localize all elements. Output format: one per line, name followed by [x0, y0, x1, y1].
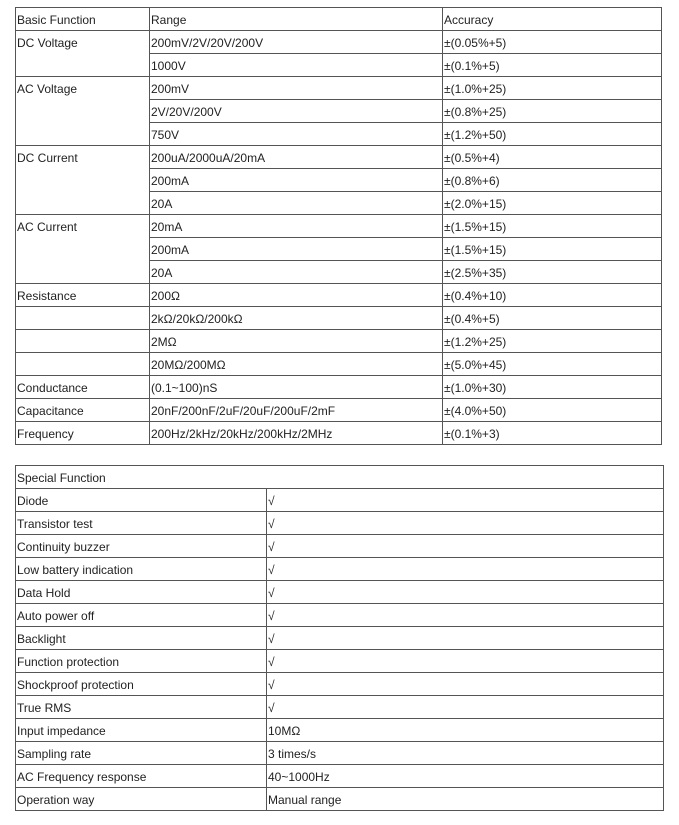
table-row: [16, 627, 664, 650]
accuracy-cell: ±(0.8%+6): [443, 169, 662, 192]
value-cell: Manual range: [267, 788, 664, 811]
function-cell: [16, 330, 150, 353]
feature-cell: Backlight: [16, 627, 267, 650]
feature-cell: Transistor test: [16, 512, 267, 535]
table-header-row: [16, 8, 662, 31]
feature-cell: Sampling rate: [16, 742, 267, 765]
function-cell: Conductance: [16, 376, 150, 399]
function-cell: AC Current: [16, 215, 150, 284]
function-cell: DC Current: [16, 146, 150, 215]
feature-cell: Input impedance: [16, 719, 267, 742]
table-row: [16, 146, 662, 169]
range-cell: 200uA/2000uA/20mA: [150, 146, 443, 169]
header-basic-function: Basic Function: [16, 8, 150, 31]
value-cell: √: [267, 673, 664, 696]
accuracy-cell: ±(5.0%+45): [443, 353, 662, 376]
table-row: [16, 673, 664, 696]
range-cell: 200mV: [150, 77, 443, 100]
accuracy-cell: ±(1.2%+50): [443, 123, 662, 146]
value-cell: √: [267, 535, 664, 558]
feature-cell: Shockproof protection: [16, 673, 267, 696]
value-cell: √: [267, 558, 664, 581]
value-cell: √: [267, 604, 664, 627]
value-cell: √: [267, 512, 664, 535]
accuracy-cell: ±(1.0%+30): [443, 376, 662, 399]
feature-cell: Operation way: [16, 788, 267, 811]
table-row: [16, 77, 662, 100]
accuracy-cell: ±(0.4%+10): [443, 284, 662, 307]
header-special-function: Special Function: [16, 466, 664, 489]
feature-cell: Data Hold: [16, 581, 267, 604]
accuracy-cell: ±(1.5%+15): [443, 215, 662, 238]
table-row: [16, 284, 662, 307]
table-row: [16, 696, 664, 719]
range-cell: 200mA: [150, 238, 443, 261]
range-cell: 200Ω: [150, 284, 443, 307]
value-cell: √: [267, 581, 664, 604]
function-cell: Capacitance: [16, 399, 150, 422]
value-cell: 40~1000Hz: [267, 765, 664, 788]
feature-cell: Auto power off: [16, 604, 267, 627]
table-row: [16, 650, 664, 673]
table-row: [16, 788, 664, 811]
accuracy-cell: ±(4.0%+50): [443, 399, 662, 422]
range-cell: 750V: [150, 123, 443, 146]
accuracy-cell: ±(0.05%+5): [443, 31, 662, 54]
value-cell: √: [267, 650, 664, 673]
table-row: [16, 742, 664, 765]
accuracy-cell: ±(1.2%+25): [443, 330, 662, 353]
table-header-row: [16, 466, 664, 489]
table-row: [16, 719, 664, 742]
range-cell: 2kΩ/20kΩ/200kΩ: [150, 307, 443, 330]
range-cell: 200Hz/2kHz/20kHz/200kHz/2MHz: [150, 422, 443, 445]
feature-cell: Continuity buzzer: [16, 535, 267, 558]
function-cell: [16, 353, 150, 376]
basic-function-table: [15, 7, 662, 445]
accuracy-cell: ±(0.4%+5): [443, 307, 662, 330]
range-cell: 2MΩ: [150, 330, 443, 353]
value-cell: 3 times/s: [267, 742, 664, 765]
function-cell: Resistance: [16, 284, 150, 307]
table-row: [16, 765, 664, 788]
range-cell: 20mA: [150, 215, 443, 238]
table-row: [16, 307, 662, 330]
accuracy-cell: ±(0.1%+5): [443, 54, 662, 77]
accuracy-cell: ±(2.0%+15): [443, 192, 662, 215]
table-row: [16, 512, 664, 535]
table-row: [16, 535, 664, 558]
table-row: [16, 330, 662, 353]
function-cell: AC Voltage: [16, 77, 150, 146]
function-cell: [16, 307, 150, 330]
range-cell: 2V/20V/200V: [150, 100, 443, 123]
table-row: [16, 489, 664, 512]
range-cell: 1000V: [150, 54, 443, 77]
table-row: [16, 604, 664, 627]
range-cell: 20nF/200nF/2uF/20uF/200uF/2mF: [150, 399, 443, 422]
value-cell: √: [267, 489, 664, 512]
feature-cell: Function protection: [16, 650, 267, 673]
range-cell: 20A: [150, 192, 443, 215]
header-range: Range: [150, 8, 443, 31]
table-row: [16, 581, 664, 604]
function-cell: DC Voltage: [16, 31, 150, 77]
table-row: [16, 353, 662, 376]
table-row: [16, 376, 662, 399]
accuracy-cell: ±(0.5%+4): [443, 146, 662, 169]
special-function-table: [15, 465, 664, 811]
feature-cell: True RMS: [16, 696, 267, 719]
table-row: [16, 215, 662, 238]
value-cell: 10MΩ: [267, 719, 664, 742]
function-cell: Frequency: [16, 422, 150, 445]
value-cell: √: [267, 627, 664, 650]
table-row: [16, 558, 664, 581]
range-cell: 20A: [150, 261, 443, 284]
range-cell: 20MΩ/200MΩ: [150, 353, 443, 376]
range-cell: (0.1~100)nS: [150, 376, 443, 399]
table-row: [16, 399, 662, 422]
table-row: [16, 31, 662, 54]
value-cell: √: [267, 696, 664, 719]
accuracy-cell: ±(2.5%+35): [443, 261, 662, 284]
table-row: [16, 422, 662, 445]
accuracy-cell: ±(1.0%+25): [443, 77, 662, 100]
accuracy-cell: ±(1.5%+15): [443, 238, 662, 261]
range-cell: 200mA: [150, 169, 443, 192]
feature-cell: Low battery indication: [16, 558, 267, 581]
header-accuracy: Accuracy: [443, 8, 662, 31]
accuracy-cell: ±(0.8%+25): [443, 100, 662, 123]
feature-cell: AC Frequency response: [16, 765, 267, 788]
feature-cell: Diode: [16, 489, 267, 512]
accuracy-cell: ±(0.1%+3): [443, 422, 662, 445]
range-cell: 200mV/2V/20V/200V: [150, 31, 443, 54]
